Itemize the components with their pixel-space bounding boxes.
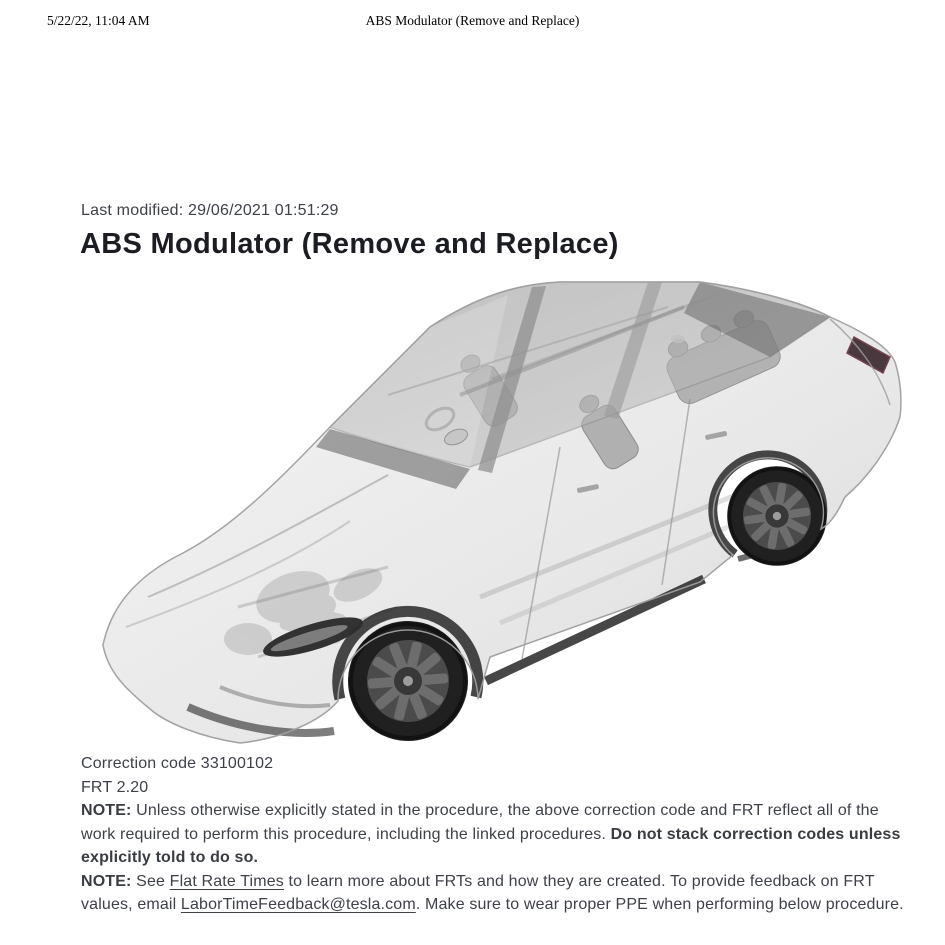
note-1: [81, 799, 912, 870]
note-1-label: NOTE:: [81, 802, 132, 819]
vehicle-illustration: [88, 266, 908, 750]
note-2-label: NOTE:: [81, 872, 132, 890]
correction-code-text: Correction code 33100102: [81, 755, 274, 772]
note-2: [81, 870, 912, 917]
note-2-text: to learn more about FRTs and how they are created. To provide feedback on FRT values, email: [81, 872, 875, 913]
note-2-text: . Make sure to wear proper PPE when performing below procedure.: [415, 896, 904, 913]
flat-rate-times-link[interactable]: Flat Rate Times: [169, 872, 284, 890]
print-page-title: ABS Modulator (Remove and Replace): [365, 13, 580, 28]
note-2-text: See: [131, 872, 170, 890]
model-y-xray-image: [88, 266, 908, 750]
note-1-body: Unless otherwise explicitly stated in the procedure, the above correction code and FRT reflect all of the work required to perform this procedure, including the linked procedures.: [81, 802, 879, 843]
labor-time-feedback-link[interactable]: LaborTimeFeedback@tesla.com: [180, 896, 416, 913]
note-1-bold: Do not stack correction codes unless explicitly told to do so.: [81, 825, 901, 866]
far-side-mirror: [671, 335, 685, 343]
frt-text: FRT 2.20: [81, 778, 149, 796]
page-title: ABS Modulator (Remove and Replace): [80, 228, 619, 260]
article-body: [81, 752, 912, 917]
print-timestamp: 5/22/22, 11:04 AM: [47, 13, 150, 28]
last-modified-text: Last modified: 29/06/2021 01:51:29: [81, 202, 339, 219]
print-header: [0, 13, 945, 31]
